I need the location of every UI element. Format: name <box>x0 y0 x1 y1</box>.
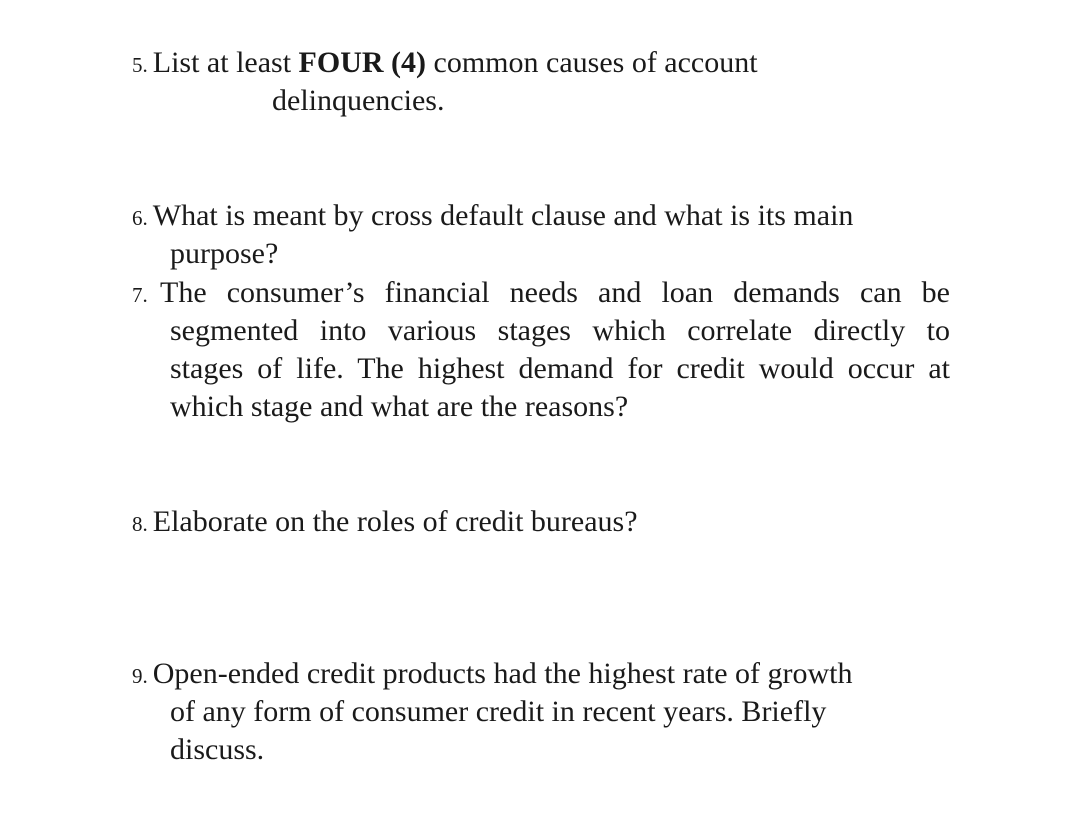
question-9-line-3: discuss. <box>170 733 265 766</box>
question-9-line-2: of any form of consumer credit in recent years. Briefly <box>170 695 827 728</box>
question-6-line-2: purpose? <box>170 237 279 270</box>
question-6-line-1 <box>132 197 853 237</box>
question-9-text: Open-ended credit products had the highest rate of growth <box>152 657 853 690</box>
question-5-text-before: List at least <box>152 46 299 79</box>
question-5-line-1 <box>132 44 758 84</box>
question-5-line-2: delinquencies. <box>272 84 445 117</box>
question-7-line-4: which stage and what are the reasons? <box>170 390 629 423</box>
question-9-number: 9. <box>132 664 148 688</box>
question-5-text-after: common causes of account <box>426 46 758 79</box>
question-5-bold-text: FOUR (4) <box>298 46 427 79</box>
question-6-number: 6. <box>132 206 148 230</box>
question-6-text: What is meant by cross default clause and what is its main <box>152 199 854 232</box>
question-7-line-1: The consumer’s financial needs and loan demands can be <box>160 276 950 309</box>
question-9-line-1 <box>132 655 853 695</box>
question-8-number: 8. <box>132 512 148 536</box>
question-7-line-3: stages of life. The highest demand for credit would occur at <box>170 352 950 385</box>
question-7-number-wrap <box>132 274 153 314</box>
question-5-number: 5. <box>132 53 148 77</box>
question-7-line-2: segmented into various stages which correlate directly to <box>170 314 950 347</box>
question-8-line-1 <box>132 503 638 543</box>
question-7-number: 7. <box>132 283 148 307</box>
question-8-text: Elaborate on the roles of credit bureaus? <box>152 505 638 538</box>
